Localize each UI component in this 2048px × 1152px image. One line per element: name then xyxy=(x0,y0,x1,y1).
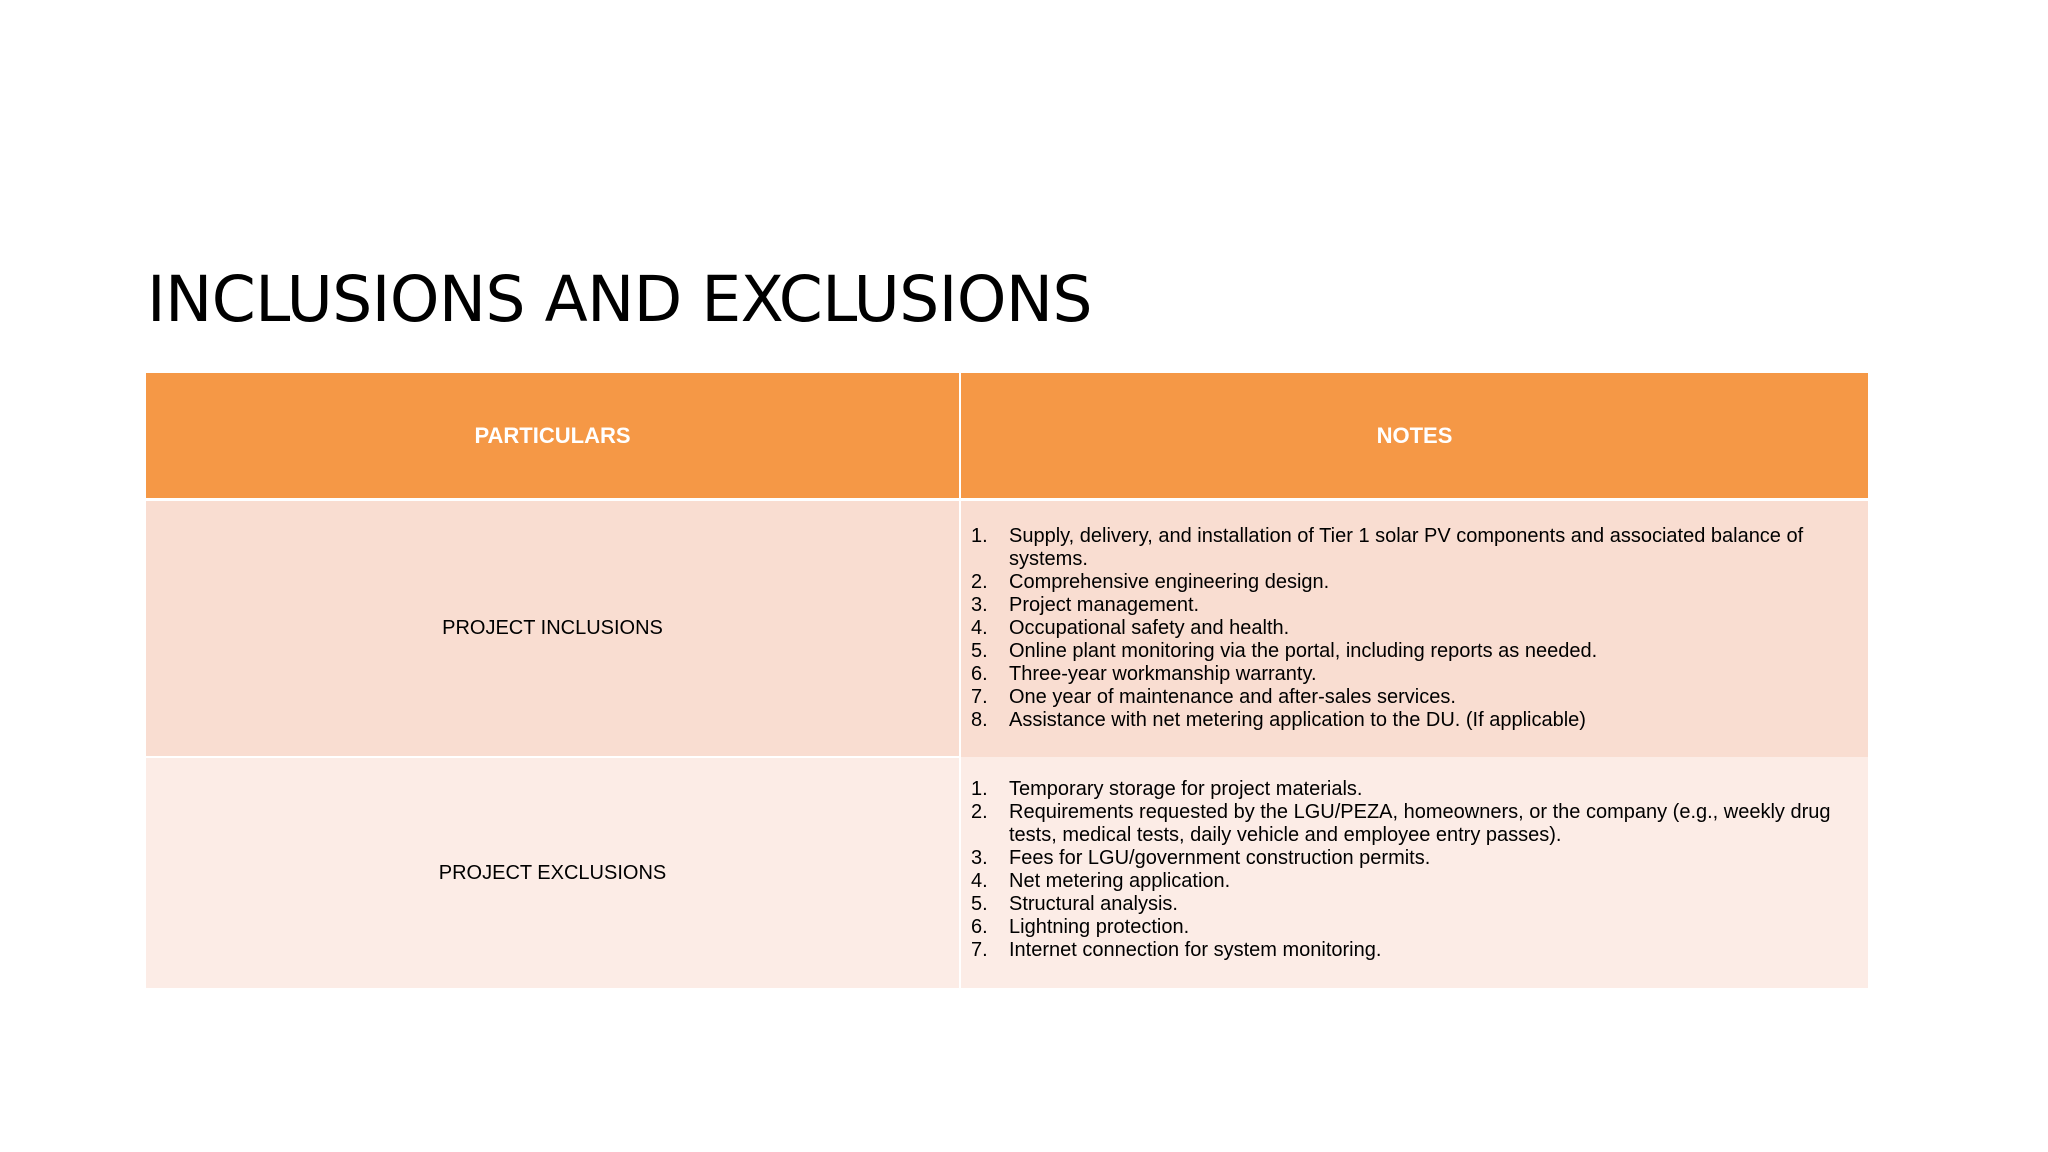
table-header-row xyxy=(146,373,1868,500)
slide-title: INCLUSIONS AND EXCLUSIONS xyxy=(147,263,1093,336)
list-text: Project management. xyxy=(1009,594,1200,616)
list-number: 1. xyxy=(971,525,988,547)
list-number: 4. xyxy=(971,870,988,892)
list-item xyxy=(961,663,1868,686)
exclusions-list xyxy=(961,757,1868,962)
list-number: 5. xyxy=(971,640,988,662)
list-item xyxy=(961,617,1868,640)
list-item xyxy=(961,801,1868,847)
list-number: 7. xyxy=(971,939,988,961)
list-item xyxy=(961,893,1868,916)
list-text: Fees for LGU/government construction permits. xyxy=(1009,847,1431,869)
list-text: Lightning protection. xyxy=(1009,916,1190,938)
list-number: 7. xyxy=(971,686,988,708)
list-item xyxy=(961,640,1868,663)
list-item xyxy=(961,686,1868,709)
inclusions-list xyxy=(961,501,1868,732)
list-text: Online plant monitoring via the portal, including reports as needed. xyxy=(1009,640,1598,662)
list-item xyxy=(961,709,1868,732)
list-text: Structural analysis. xyxy=(1009,893,1178,915)
list-number: 2. xyxy=(971,571,988,593)
list-item xyxy=(961,778,1868,801)
list-text: Net metering application. xyxy=(1009,870,1231,892)
list-item xyxy=(961,525,1868,571)
list-number: 4. xyxy=(971,617,988,639)
table-row-inclusions xyxy=(146,500,1868,758)
notes-header: NOTES xyxy=(960,373,1868,500)
list-number: 3. xyxy=(971,594,988,616)
list-item xyxy=(961,847,1868,870)
particular-cell-exclusions: PROJECT EXCLUSIONS xyxy=(146,757,960,988)
list-number: 6. xyxy=(971,663,988,685)
list-text: One year of maintenance and after-sales services. xyxy=(1009,686,1456,708)
particulars-header: PARTICULARS xyxy=(146,373,960,500)
list-number: 1. xyxy=(971,778,988,800)
notes-cell-inclusions xyxy=(960,500,1868,758)
table-row-exclusions xyxy=(146,757,1868,988)
inclusions-exclusions-table xyxy=(146,373,1868,988)
list-item xyxy=(961,916,1868,939)
list-text: Assistance with net metering application to the DU. (If applicable) xyxy=(1009,709,1586,731)
list-text: Three-year workmanship warranty. xyxy=(1009,663,1317,685)
list-text: Internet connection for system monitoring. xyxy=(1009,939,1382,961)
particular-cell-inclusions: PROJECT INCLUSIONS xyxy=(146,500,960,758)
list-item xyxy=(961,870,1868,893)
list-number: 8. xyxy=(971,709,988,731)
notes-cell-exclusions xyxy=(960,757,1868,988)
list-item xyxy=(961,939,1868,962)
list-text: Occupational safety and health. xyxy=(1009,617,1290,639)
list-text: Comprehensive engineering design. xyxy=(1009,571,1330,593)
list-number: 3. xyxy=(971,847,988,869)
list-number: 6. xyxy=(971,916,988,938)
list-number: 5. xyxy=(971,893,988,915)
list-text: Temporary storage for project materials. xyxy=(1009,778,1363,800)
list-item xyxy=(961,594,1868,617)
list-number: 2. xyxy=(971,801,988,823)
list-item xyxy=(961,571,1868,594)
list-text: Requirements requested by the LGU/PEZA, homeowners, or the company (e.g., weekly drug tests, medical tests, daily vehicle and employee entry passes). xyxy=(1009,801,1831,846)
list-text: Supply, delivery, and installation of Tier 1 solar PV components and associated balance of systems. xyxy=(1009,525,1804,570)
